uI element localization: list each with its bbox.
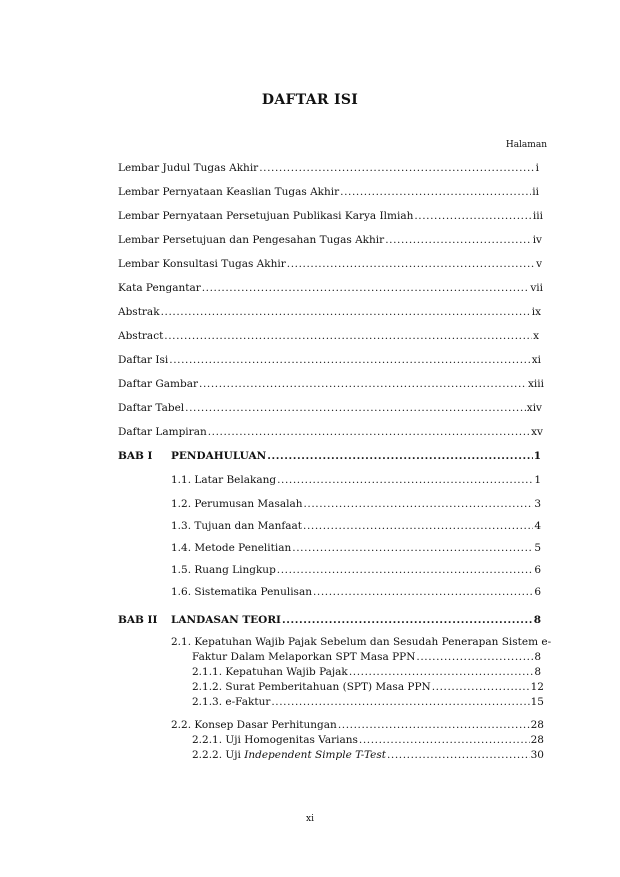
chapter-entry[interactable] <box>171 450 541 463</box>
toc-entry-page: iv <box>532 234 542 246</box>
section-heading-line1[interactable]: 2.1. Kepatuhan Wajib Pajak Sebelum dan Sesudah Penerapan Sistem e- <box>171 636 552 648</box>
chapter-number: BAB I <box>118 450 153 462</box>
toc-subsubentry[interactable] <box>192 734 544 747</box>
toc-entry-page: xiv <box>526 402 542 414</box>
toc-subsubentry[interactable] <box>192 749 544 762</box>
toc-entry-page: vii <box>530 282 543 294</box>
toc-entry-page: i <box>535 162 539 174</box>
toc-subsubentry[interactable] <box>192 681 544 694</box>
toc-entry-label: Kata Pengantar <box>118 282 201 294</box>
toc-subsubentry-page: 30 <box>530 749 544 761</box>
dot-leader <box>387 749 530 762</box>
toc-entry-page: v <box>536 258 542 270</box>
chapter-page: 8 <box>533 614 541 626</box>
toc-subsubentry-page: 15 <box>530 696 544 708</box>
toc-subentry-page: 6 <box>534 586 541 598</box>
dot-leader <box>282 614 533 627</box>
toc-entry-page: xi <box>531 354 541 366</box>
toc-entry-label: Daftar Lampiran <box>118 426 207 438</box>
toc-subentry-page: 8 <box>534 651 541 663</box>
toc-subsubentry-label: 2.2.1. Uji Homogenitas Varians <box>192 734 358 746</box>
toc-subentry-page: 5 <box>534 542 541 554</box>
toc-subentry-label: 1.2. Perumusan Masalah <box>171 498 303 510</box>
toc-entry-label: Lembar Pernyataan Persetujuan Publikasi Karya Ilmiah <box>118 210 414 222</box>
toc-subentry-page: 3 <box>534 498 541 510</box>
dot-leader <box>303 520 533 533</box>
toc-entry[interactable] <box>118 306 541 319</box>
toc-entry[interactable] <box>118 282 543 295</box>
toc-subentry-label: 1.3. Tujuan dan Manfaat <box>171 520 302 532</box>
dot-leader <box>208 426 530 439</box>
toc-entry-label: Lembar Konsultasi Tugas Akhir <box>118 258 286 270</box>
toc-subentry-page: 1 <box>534 474 541 486</box>
toc-subentry[interactable] <box>192 651 541 664</box>
toc-subentry[interactable] <box>171 542 541 555</box>
toc-entry-label: Daftar Tabel <box>118 402 185 414</box>
toc-subentry[interactable] <box>171 520 541 533</box>
dot-leader <box>277 474 533 487</box>
dot-leader <box>169 354 530 367</box>
dot-leader <box>164 330 532 343</box>
toc-subsubentry-label: 2.1.3. e-Faktur <box>192 696 271 708</box>
dot-leader <box>416 651 533 664</box>
toc-entry[interactable] <box>118 210 543 223</box>
dot-leader <box>271 696 529 709</box>
toc-subentry-page: 4 <box>534 520 541 532</box>
toc-entry[interactable] <box>118 402 542 415</box>
dot-leader <box>385 234 532 247</box>
chapter-entry[interactable] <box>171 614 541 627</box>
toc-entry[interactable] <box>118 186 539 199</box>
toc-entry-label: Lembar Judul Tugas Akhir <box>118 162 259 174</box>
toc-entry-page: xv <box>531 426 543 438</box>
dot-leader <box>359 734 530 747</box>
toc-entry[interactable] <box>118 330 539 343</box>
chapter-number: BAB II <box>118 614 158 626</box>
toc-entry-label: Daftar Isi <box>118 354 169 366</box>
toc-subentry-page: 28 <box>530 719 544 731</box>
dot-leader <box>277 564 534 577</box>
toc-entry-label: Lembar Pernyataan Keaslian Tugas Akhir <box>118 186 340 198</box>
toc-entry-label: Lembar Persetujuan dan Pengesahan Tugas Akhir <box>118 234 385 246</box>
page-number-footer: xi <box>306 814 314 824</box>
toc-entry-page: xiii <box>528 378 544 390</box>
toc-subsubentry-label: 2.1.1. Kepatuhan Wajib Pajak <box>192 666 348 678</box>
toc-subentry[interactable] <box>171 586 541 599</box>
toc-entry[interactable] <box>118 234 542 247</box>
toc-subsubentry-prefix: 2.2.2. Uji <box>192 749 245 761</box>
toc-entry[interactable] <box>118 162 539 175</box>
toc-subsubentry-page: 12 <box>530 681 544 693</box>
toc-entry-page: ii <box>532 186 539 198</box>
dot-leader <box>202 282 530 295</box>
toc-subsubentry-page: 8 <box>534 666 541 678</box>
toc-subentry-label: 1.4. Metode Penelitian <box>171 542 292 554</box>
toc-entry[interactable] <box>118 426 543 439</box>
chapter-title: LANDASAN TEORI <box>171 614 281 626</box>
chapter-title: PENDAHULUAN <box>171 450 267 462</box>
toc-subentry[interactable] <box>171 719 544 732</box>
toc-subsubentry-italic: Independent Simple T-Test <box>244 749 386 761</box>
toc-subsubentry-label: 2.1.2. Surat Pemberitahuan (SPT) Masa PPN <box>192 681 431 693</box>
toc-entry-page: x <box>533 330 539 342</box>
halaman-label: Halaman <box>505 140 547 150</box>
page-title: DAFTAR ISI <box>261 92 359 108</box>
toc-subentry[interactable] <box>171 474 541 487</box>
toc-subentry-label: Faktur Dalam Melaporkan SPT Masa PPN <box>192 651 416 663</box>
dot-leader <box>338 719 530 732</box>
toc-subentry[interactable] <box>171 498 541 511</box>
toc-subsubentry-label <box>192 749 386 762</box>
toc-subsubentry[interactable] <box>192 666 541 679</box>
dot-leader <box>199 378 527 391</box>
toc-entry-label: Abstract <box>118 330 164 342</box>
toc-entry-page: ix <box>531 306 541 318</box>
toc-entry-page: iii <box>532 210 543 222</box>
dot-leader <box>259 162 534 175</box>
toc-subentry[interactable] <box>171 564 541 577</box>
chapter-page: 1 <box>533 450 541 462</box>
dot-leader <box>161 306 531 319</box>
dot-leader <box>303 498 533 511</box>
toc-subentry-label: 1.6. Sistematika Penulisan <box>171 586 312 598</box>
dot-leader <box>292 542 533 555</box>
dot-leader <box>267 450 532 463</box>
toc-entry[interactable] <box>118 354 541 367</box>
toc-subsubentry[interactable] <box>192 696 544 709</box>
toc-subsubentry-page: 28 <box>530 734 544 746</box>
dot-leader <box>313 586 533 599</box>
toc-subentry-label: 1.5. Ruang Lingkup <box>171 564 276 576</box>
toc-subentry-page: 6 <box>534 564 541 576</box>
toc-entry-label: Daftar Gambar <box>118 378 199 390</box>
toc-entry[interactable] <box>118 378 544 391</box>
dot-leader <box>414 210 532 223</box>
toc-subentry-label: 2.2. Konsep Dasar Perhitungan <box>171 719 337 731</box>
toc-subentry-label: 1.1. Latar Belakang <box>171 474 277 486</box>
dot-leader <box>432 681 530 694</box>
dot-leader <box>185 402 526 415</box>
dot-leader <box>349 666 534 679</box>
toc-entry[interactable] <box>118 258 542 271</box>
dot-leader <box>287 258 535 271</box>
dot-leader <box>340 186 531 199</box>
toc-entry-label: Abstrak <box>118 306 160 318</box>
